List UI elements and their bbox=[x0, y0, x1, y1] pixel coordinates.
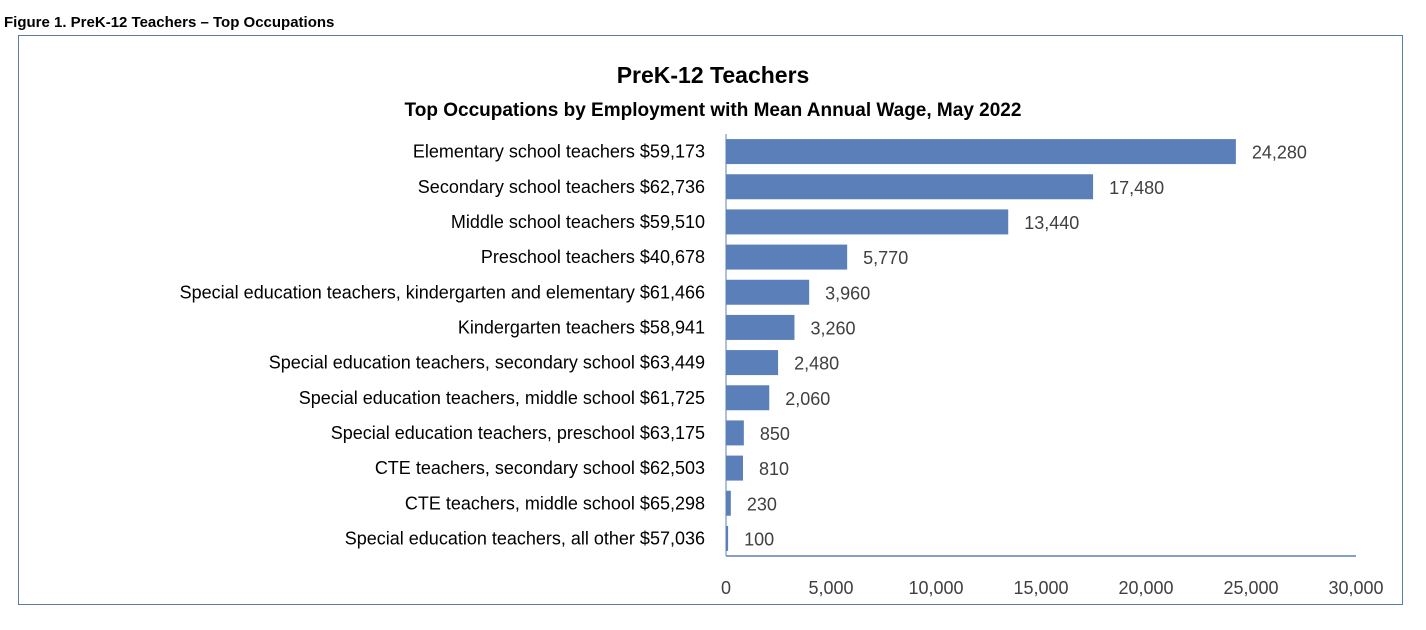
value-label: 100 bbox=[744, 529, 775, 550]
bar bbox=[726, 350, 778, 375]
x-tick-label: 30,000 bbox=[1328, 578, 1384, 598]
bar bbox=[726, 456, 743, 481]
bar bbox=[726, 209, 1008, 234]
x-tick-label: 25,000 bbox=[1223, 578, 1279, 598]
chart-title: PreK-12 Teachers bbox=[616, 62, 810, 88]
value-labels-group bbox=[744, 143, 1307, 550]
x-tick-label: 5,000 bbox=[808, 578, 854, 598]
category-label: Elementary school teachers $59,173 bbox=[412, 141, 705, 162]
x-tick-label: 0 bbox=[720, 578, 732, 598]
category-label: Middle school teachers $59,510 bbox=[450, 211, 705, 232]
value-label: 2,060 bbox=[785, 388, 831, 409]
category-label: Preschool teachers $40,678 bbox=[480, 247, 705, 268]
category-label: Special education teachers, all other $57,036 bbox=[344, 528, 705, 549]
bars-group bbox=[726, 139, 1236, 551]
chart-subtitle: Top Occupations by Employment with Mean Annual Wage, May 2022 bbox=[404, 100, 1022, 121]
bar bbox=[726, 174, 1093, 199]
value-label: 3,260 bbox=[810, 318, 856, 339]
value-label: 810 bbox=[759, 459, 790, 480]
x-tick-label: 10,000 bbox=[908, 578, 964, 598]
bar bbox=[726, 245, 847, 270]
value-label: 3,960 bbox=[825, 283, 871, 304]
category-label: Special education teachers, kindergarten and elementary $61,466 bbox=[179, 282, 705, 303]
bar bbox=[726, 280, 809, 305]
category-label: Kindergarten teachers $58,941 bbox=[457, 317, 705, 338]
value-label: 230 bbox=[746, 494, 777, 515]
x-tick-label: 15,000 bbox=[1013, 578, 1069, 598]
category-label: CTE teachers, secondary school $62,503 bbox=[374, 458, 705, 479]
category-label: Special education teachers, middle school $61,725 bbox=[298, 387, 705, 408]
bar bbox=[726, 420, 744, 445]
category-label: Special education teachers, secondary school $63,449 bbox=[268, 352, 705, 373]
category-labels-group bbox=[180, 142, 705, 549]
figure-caption: Figure 1. PreK-12 Teachers – Top Occupations bbox=[4, 14, 335, 31]
x-tick-label: 20,000 bbox=[1118, 578, 1174, 598]
bar bbox=[726, 139, 1236, 164]
bar bbox=[726, 491, 731, 516]
value-label: 2,480 bbox=[794, 353, 840, 374]
category-label: Special education teachers, preschool $63,175 bbox=[330, 422, 705, 443]
category-label: CTE teachers, middle school $65,298 bbox=[404, 493, 705, 514]
category-label: Secondary school teachers $62,736 bbox=[417, 176, 705, 197]
bar bbox=[726, 315, 794, 340]
value-label: 24,280 bbox=[1251, 142, 1307, 163]
bar bbox=[726, 385, 769, 410]
value-label: 13,440 bbox=[1024, 212, 1080, 233]
value-label: 17,480 bbox=[1109, 177, 1165, 198]
value-label: 850 bbox=[759, 423, 790, 444]
value-label: 5,770 bbox=[863, 248, 909, 269]
